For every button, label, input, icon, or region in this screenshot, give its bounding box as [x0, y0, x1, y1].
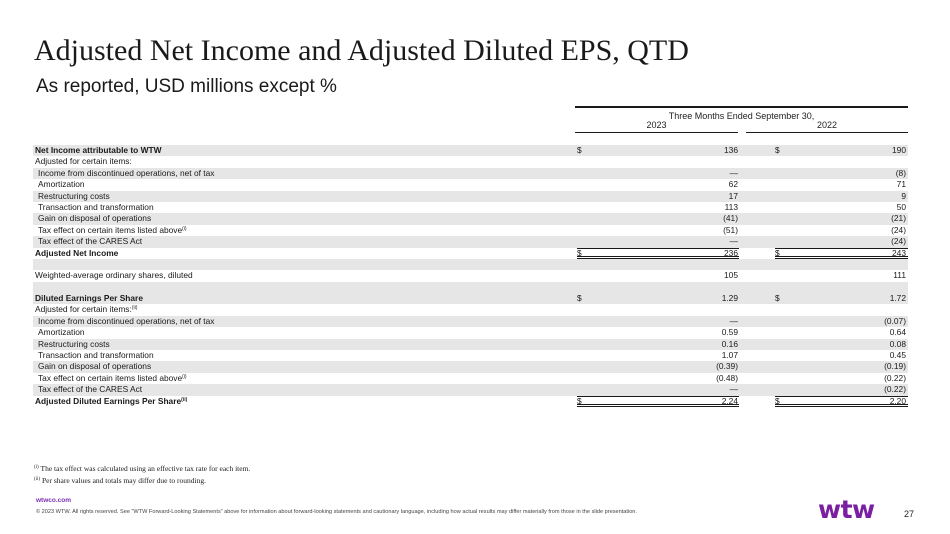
row-label-text: Restructuring costs — [38, 338, 110, 349]
value-2023: (41) — [723, 213, 738, 224]
value-2022: 50 — [896, 201, 906, 212]
copyright-notice: © 2023 WTW. All rights reserved. See “WTW Forward-Looking Statements” above for information about forward-looking statements and cautionary language, including how actual results may differ materially from those in the slide presentation. — [36, 509, 637, 515]
value-2022: (0.19) — [884, 361, 906, 372]
table-row — [33, 293, 908, 304]
period-header: Three Months Ended September 30, — [575, 106, 908, 121]
value-2023: (51) — [723, 224, 738, 235]
table-row — [33, 191, 908, 202]
value-2022: 2.20 — [889, 395, 906, 406]
footnote-1-text: The tax effect was calculated using an effective tax rate for each item. — [40, 464, 251, 473]
row-label-text: Tax effect of the CARES Act — [38, 384, 143, 395]
footnote-2-marker: (ii) — [34, 477, 41, 482]
value-2023: 105 — [724, 270, 738, 281]
value-2023: 136 — [724, 145, 738, 155]
row-label — [38, 225, 187, 236]
row-label — [35, 293, 143, 304]
row-label — [38, 202, 154, 213]
value-2023: 17 — [728, 190, 738, 201]
row-label — [38, 350, 154, 361]
row-label-text: Tax effect on certain items listed above — [38, 372, 183, 383]
row-label-text: Transaction and transformation — [38, 350, 154, 361]
row-label-text: Tax effect on certain items listed above — [38, 224, 183, 235]
value-2023: 1.07 — [721, 350, 738, 361]
currency-symbol: $ — [775, 395, 780, 406]
currency-symbol: $ — [775, 145, 780, 155]
table-row — [33, 259, 908, 270]
table-row — [33, 282, 908, 293]
value-2022: (0.07) — [884, 315, 906, 326]
value-2023: 1.29 — [721, 293, 738, 304]
row-label — [35, 396, 187, 407]
row-label — [38, 191, 110, 202]
page-title: Adjusted Net Income and Adjusted Diluted EPS, QTD — [34, 34, 689, 67]
value-2022: (21) — [891, 213, 906, 224]
row-label — [35, 304, 137, 315]
currency-symbol: $ — [775, 247, 780, 258]
value-2022: 111 — [893, 270, 906, 281]
value-2023: 0.16 — [721, 338, 738, 349]
row-label-text: Gain on disposal of operations — [38, 361, 152, 372]
table-row — [33, 236, 908, 247]
table-row — [33, 373, 908, 384]
value-2023: 62 — [728, 179, 738, 190]
value-2022: 1.72 — [889, 293, 906, 304]
table-row — [33, 202, 908, 213]
row-label-text: Adjusted Diluted Earnings Per Share — [35, 395, 182, 406]
page-number: 27 — [904, 509, 915, 519]
row-label — [38, 373, 187, 384]
footnote-2 — [34, 476, 206, 485]
table-row — [33, 145, 908, 156]
footnote-marker: (ii) — [131, 305, 138, 312]
value-2022: (0.22) — [884, 372, 906, 383]
row-label-text: Adjusted Net Income — [35, 247, 119, 258]
table-row — [33, 316, 908, 327]
table-row — [33, 339, 908, 350]
value-2022: 190 — [892, 145, 906, 155]
row-label-text: Transaction and transformation — [38, 201, 154, 212]
value-2022: 71 — [896, 179, 906, 190]
value-2023: (0.39) — [716, 361, 738, 372]
currency-symbol: $ — [775, 293, 780, 304]
footnote-marker: (i) — [182, 373, 187, 380]
row-label — [35, 248, 118, 259]
row-label — [38, 384, 142, 395]
value-2022: (24) — [891, 236, 906, 247]
row-label — [35, 156, 132, 167]
table-row — [33, 168, 908, 179]
value-2023: (0.48) — [716, 372, 738, 383]
value-2022: (0.22) — [884, 384, 906, 395]
value-2022: 0.64 — [889, 327, 906, 338]
row-label — [38, 327, 85, 338]
currency-symbol: $ — [577, 395, 582, 406]
value-2023: — — [729, 384, 738, 395]
row-label — [38, 236, 142, 247]
row-label — [35, 270, 193, 281]
value-2023: 0.59 — [721, 327, 738, 338]
table-row — [33, 350, 908, 361]
value-2022: 9 — [901, 190, 906, 201]
row-label-text: Tax effect of the CARES Act — [38, 236, 143, 247]
value-2022: 0.08 — [889, 338, 906, 349]
row-label — [38, 361, 151, 372]
value-2023: — — [729, 236, 738, 247]
value-2023: 113 — [724, 201, 738, 212]
table-row — [33, 270, 908, 281]
website-link[interactable]: wtwco.com — [36, 497, 72, 504]
footnote-1 — [34, 464, 250, 473]
currency-symbol: $ — [577, 293, 582, 304]
row-label-text: Gain on disposal of operations — [38, 213, 152, 224]
footnote-1-marker: (i) — [34, 465, 39, 470]
table-row — [33, 361, 908, 372]
year-header-2023: 2023 — [575, 120, 738, 133]
table-row — [33, 327, 908, 338]
row-label-text: Income from discontinued operations, net of tax — [38, 167, 215, 178]
row-label-text: Net Income attributable to WTW — [35, 145, 162, 155]
table-row — [33, 396, 908, 407]
footnote-2-text: Per share values and totals may differ due to rounding. — [41, 476, 206, 485]
value-2022: (24) — [891, 224, 906, 235]
table-row — [33, 248, 908, 259]
table-row — [33, 384, 908, 395]
row-label-text: Restructuring costs — [38, 190, 110, 201]
row-label-text: Income from discontinued operations, net of tax — [38, 315, 215, 326]
row-label — [38, 179, 85, 190]
row-label-text: Amortization — [38, 179, 85, 190]
row-label-text: Amortization — [38, 327, 85, 338]
row-label-text: Adjusted for certain items: — [35, 304, 132, 315]
row-label — [38, 339, 110, 350]
row-label — [35, 145, 162, 156]
footnote-marker: (ii) — [181, 396, 188, 403]
table-row — [33, 213, 908, 224]
value-2023: — — [729, 167, 738, 178]
value-2023: 236 — [724, 247, 738, 258]
row-label — [38, 316, 214, 327]
value-2022: (8) — [895, 167, 906, 178]
table-row — [33, 179, 908, 190]
table-row — [33, 156, 908, 167]
page-subtitle: As reported, USD millions except % — [36, 76, 337, 97]
value-2022: 243 — [892, 247, 906, 258]
value-2023: — — [729, 315, 738, 326]
row-label — [38, 213, 151, 224]
value-2022: 0.45 — [889, 350, 906, 361]
value-2023: 2.24 — [721, 395, 738, 406]
wtw-logo: wtw — [818, 495, 875, 524]
financial-table — [33, 145, 908, 407]
row-label-text: Weighted-average ordinary shares, diluted — [35, 270, 193, 281]
row-label-text: Diluted Earnings Per Share — [35, 293, 143, 304]
row-label — [38, 168, 214, 179]
table-row — [33, 225, 908, 236]
currency-symbol: $ — [577, 247, 582, 258]
year-header-2022: 2022 — [746, 120, 908, 133]
row-label-text: Adjusted for certain items: — [35, 156, 132, 167]
table-row — [33, 304, 908, 315]
currency-symbol: $ — [577, 145, 582, 155]
footnote-marker: (i) — [182, 225, 187, 232]
